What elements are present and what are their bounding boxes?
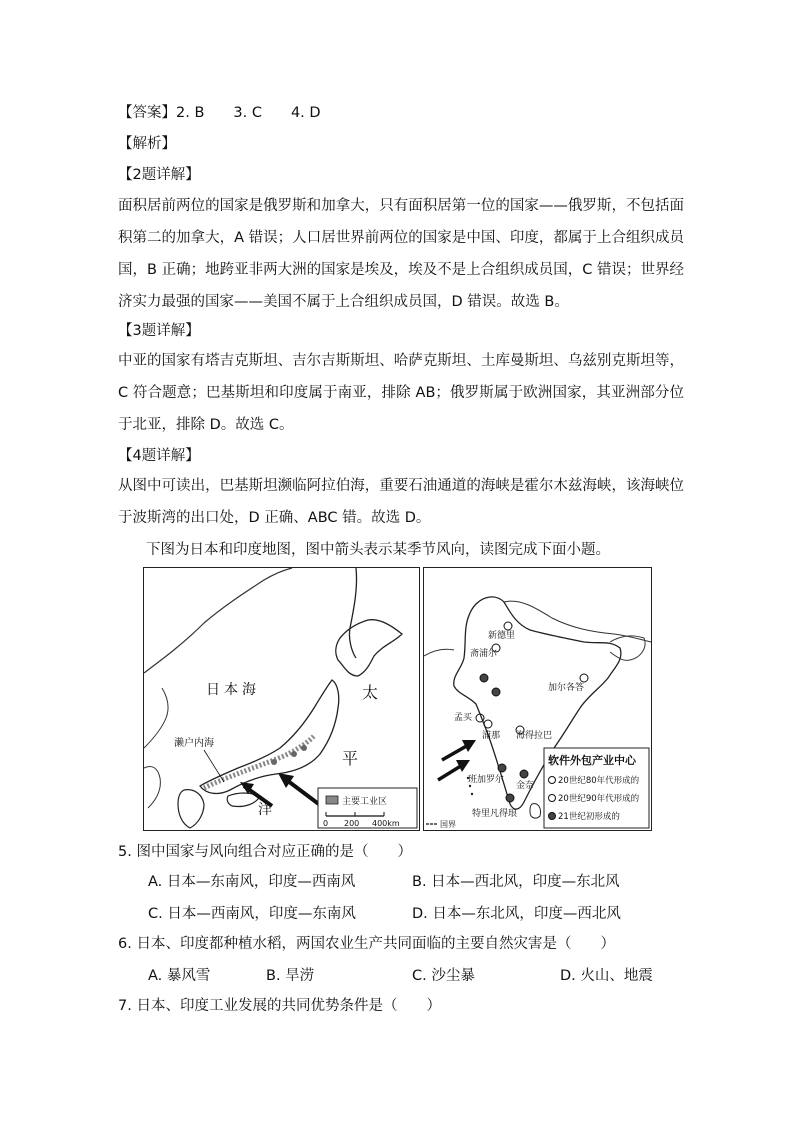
city-thiruvananthapuram: 特里凡得琅 [472,809,518,819]
q5-stem: 5. 图中国家与风向组合对应正确的是（ ） [118,844,412,860]
q5-option-c[interactable]: C. 日本—西南风，印度—东南风 [148,906,356,922]
japan-map [143,567,420,831]
city-mumbai: 孟买 [454,713,473,723]
sea-of-japan-label: 日本海 [206,682,260,698]
q5-option-a[interactable]: A. 日本—东南风，印度—西南风 [148,874,356,890]
q5-option-d[interactable]: D. 日本—东北风，印度—西北风 [412,906,621,922]
q5-option-b[interactable]: B. 日本—西北风，印度—东北风 [412,874,620,890]
city-new-delhi: 新德里 [488,631,516,641]
legend-2000s: 21世纪初形成的 [558,812,620,822]
q6-stem: 6. 日本、印度都种植水稻，两国农业生产共同面临的主要自然灾害是（ ） [118,936,615,952]
india-map [423,567,652,831]
ocean-char-1: 太 [362,683,379,702]
q6-option-b[interactable]: B. 旱涝 [266,968,315,984]
ocean-char-3: 洋 [258,802,272,818]
scale-label-200: 200 [344,819,360,828]
q2-heading: 【2题详解】 [118,167,200,183]
ocean-char-2: 平 [342,749,359,768]
q2-explanation: 面积居前两位的国家是俄罗斯和加拿大，只有面积居第一位的国家——俄罗斯，不包括面积第二的加拿大，A 错误；人口居世界前两位的国家是中国、印度，都属于上合组织成员国，B 正确；地跨亚非两大洲的国家是埃及，埃及不是上合组织成员国，C 错误；世界经济实力最强的国家——美国不属于上合组织成员国，D 错误。故选 B。 [118,198,684,310]
city-chennai: 金奈 [516,781,535,791]
border-label: 国界 [440,820,456,829]
city-jaipur: 斋浦尔 [470,649,498,659]
software-legend-title: 软件外包产业中心 [548,754,636,767]
q6-option-c[interactable]: C. 沙尘暴 [412,968,475,984]
figure-intro: 下图为日本和印度地图，图中箭头表示某季节风向，读图完成下面小题。 [146,542,610,558]
q6-option-a[interactable]: A. 暴风雪 [148,968,211,984]
q3-explanation: 中亚的国家有塔吉克斯坦、吉尔吉斯斯坦、哈萨克斯坦、土库曼斯坦、乌兹别克斯坦等，C 符合题意；巴基斯坦和印度属于南亚，排除 AB；俄罗斯属于欧洲国家，其亚洲部分位于北亚，排除 D。故选 C。 [118,353,684,433]
legend-industrial-zone: 主要工业区 [342,797,388,807]
q3-heading: 【3题详解】 [118,323,200,339]
city-kolkata: 加尔各答 [548,683,585,693]
seto-inland-sea-label: 濑户内海 [174,738,214,749]
q7-stem: 7. 日本、印度工业发展的共同优势条件是（ ） [118,998,441,1014]
q6-option-d[interactable]: D. 火山、地震 [560,968,653,984]
q4-explanation: 从图中可读出，巴基斯坦濒临阿拉伯海，重要石油通道的海峡是霍尔木兹海峡，该海峡位于波斯湾的出口处，D 正确、ABC 错。故选 D。 [118,478,684,526]
scale-label-0: 0 [323,819,329,828]
legend-1990s: 20世纪90年代形成的 [558,794,640,804]
city-pune: 浦那 [482,731,501,741]
answer-line: 【答案】2. B 3. C 4. D [118,105,321,121]
scale-label-400: 400km [372,819,400,828]
city-bangalore: 班加罗尔 [468,775,505,785]
q4-heading: 【4题详解】 [118,448,200,464]
analysis-heading: 【解析】 [118,136,176,152]
legend-1980s: 20世纪80年代形成的 [558,776,640,786]
city-hyderabad: 海得拉巴 [516,731,553,741]
